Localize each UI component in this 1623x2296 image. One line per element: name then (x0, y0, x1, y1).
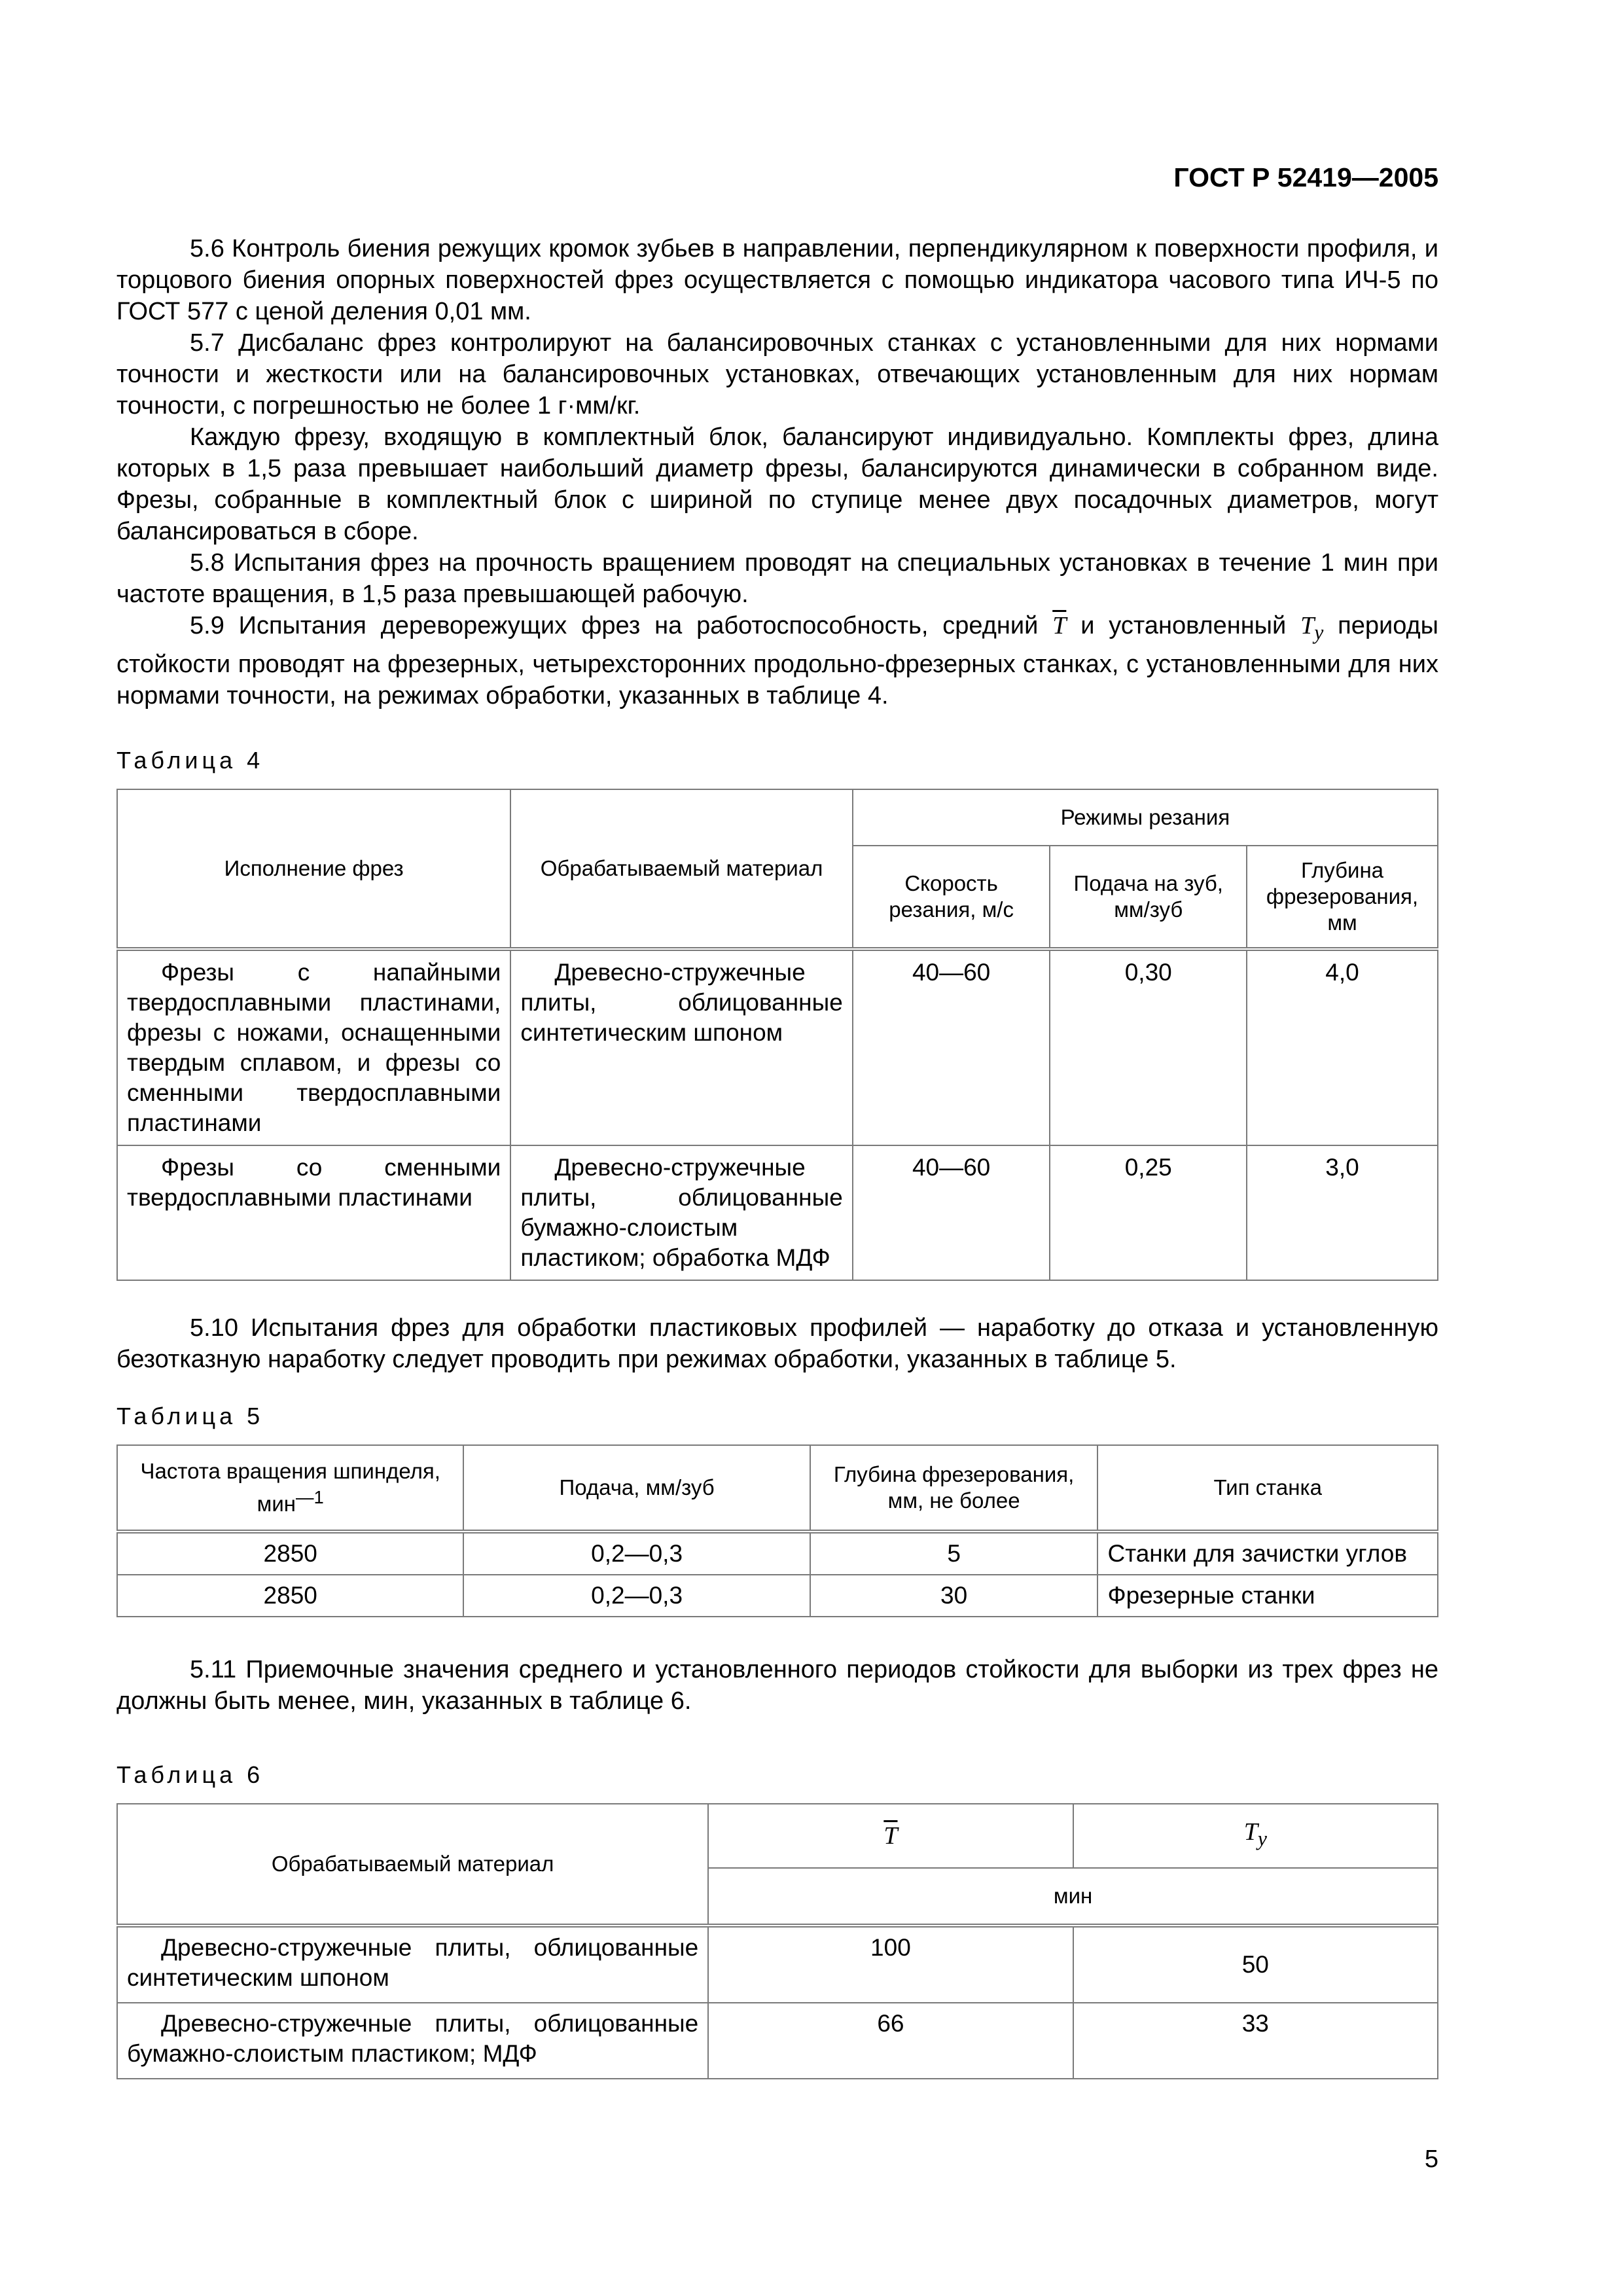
table-4-header-execution: Исполнение фрез (117, 789, 510, 949)
table-6-header-row-1 (117, 1804, 1438, 1868)
table-row (117, 2003, 1438, 2079)
table-row (117, 1145, 1438, 1280)
table-6-cell-material: Древесно-стружечные плиты, облицованные бумажно-слоистым пластиком; МДФ (117, 2003, 708, 2079)
table-4-header-modes: Режимы резания (853, 789, 1438, 846)
table-4-header-speed: Скорость резания, м/с (853, 846, 1050, 949)
table-5-header-feed: Подача, мм/зуб (463, 1445, 810, 1532)
table-5-cell-machine: Фрезерные станки (1097, 1575, 1438, 1617)
page-body (116, 151, 1438, 2079)
table-5-cell-machine: Станки для зачистки углов (1097, 1532, 1438, 1575)
table-4-cell-material: Древесно-стружечные плиты, облицованные бумажно-слоистым пластиком; обработка МДФ (510, 1145, 852, 1280)
table-4-cell-material: Древесно-стружечные плиты, облицованные синтетическим шпоном (510, 949, 852, 1145)
symbol-t-set-sub: y (1314, 620, 1324, 644)
symbol-t-set-sub: y (1257, 1827, 1267, 1850)
table-5-header-rpm-sup: —1 (295, 1486, 324, 1507)
table-4-cell-depth: 4,0 (1247, 949, 1438, 1145)
table-4-cell-speed: 40—60 (853, 1145, 1050, 1280)
symbol-t-set-base: T (1300, 612, 1315, 639)
table-4-header-row-1 (117, 789, 1438, 846)
table-4-header-feed: Подача на зуб, мм/зуб (1050, 846, 1247, 949)
paragraph-5-9-part3: периоды стойкости проводят на фрезерных, четырехсторонних продольно-фрезерных станках, с установленными для них нормами точности, на режимах обработки, указанных в таблице 4. (116, 612, 1438, 709)
table-4-cell-speed: 40—60 (853, 949, 1050, 1145)
table-row (117, 1575, 1438, 1617)
table-5-caption: Таблица 5 (116, 1402, 264, 1429)
table-6 (116, 1803, 1438, 2079)
table-6-cell-t-average: 100 (708, 1926, 1073, 2003)
symbol-t-set (1243, 1818, 1267, 1850)
table-row (117, 949, 1438, 1145)
table-4-caption: Таблица 4 (116, 746, 264, 774)
paragraph-5-7-balance: Каждую фрезу, входящую в комплектный блок, балансируют индивидуально. Комплекты фрез, длина которых в 1,5 раза превышает наибольший диаметр фрезы, балансируются динамически в собранном виде. Фрезы, собранные в комплектный блок с шириной по ступице менее двух посадочных диаметров, могут балансироваться в сборе. (116, 423, 1438, 545)
table-6-cell-t-set: 33 (1073, 2003, 1438, 2079)
table-6-header-unit: мин (708, 1868, 1438, 1926)
symbol-t-set-base: T (1243, 1818, 1258, 1846)
table-4-cell-depth: 3,0 (1247, 1145, 1438, 1280)
table-6-header-material: Обрабатываемый материал (117, 1804, 708, 1926)
table-6-header-t-set (1073, 1804, 1438, 1868)
paragraph-5-10: 5.10 Испытания фрез для обработки пластиковых профилей — наработку до отказа и установленную безотказную наработку следует проводить при режимах обработки, указанных в таблице 5. (116, 1314, 1438, 1373)
table-5-header-rpm-text: Частота вращения шпинделя, мин (140, 1458, 440, 1516)
table-4-cell-feed: 0,25 (1050, 1145, 1247, 1280)
table-row (117, 1926, 1438, 2003)
table-5-cell-feed: 0,2—0,3 (463, 1575, 810, 1617)
table-5-cell-depth: 5 (810, 1532, 1098, 1575)
table-4-header-material: Обрабатываемый материал (510, 789, 852, 949)
symbol-t-average: $\overline{T}$ (883, 1821, 898, 1850)
table-6-header-t-average (708, 1804, 1073, 1868)
table-4-cell-execution: Фрезы со сменными твердосплавными пластинами (117, 1145, 510, 1280)
table-5-cell-feed: 0,2—0,3 (463, 1532, 810, 1575)
table-row (117, 1532, 1438, 1575)
symbol-t-set (1300, 612, 1324, 644)
paragraph-5-8: 5.8 Испытания фрез на прочность вращением проводят на специальных установках в течение 1 мин при частоте вращения, в 1,5 раза превышающей рабочую. (116, 549, 1438, 608)
table-6-caption: Таблица 6 (116, 1761, 264, 1788)
table-5-cell-rpm: 2850 (117, 1575, 463, 1617)
table-6-cell-material: Древесно-стружечные плиты, облицованные синтетическим шпоном (117, 1926, 708, 2003)
table-4 (116, 789, 1438, 1281)
table-6-cell-t-average: 66 (708, 2003, 1073, 2079)
page-number: 5 (1424, 2145, 1438, 2173)
paragraph-5-9 (116, 610, 1438, 711)
table-5-header-machine: Тип станка (1097, 1445, 1438, 1532)
paragraph-5-6: 5.6 Контроль биения режущих кромок зубьев в направлении, перпендикулярном к поверхности профиля, и торцового биения опорных поверхностей фрез осуществляется с помощью индикатора часового типа ИЧ-5 по ГОСТ 577 с ценой деления 0,01 мм. (116, 235, 1438, 325)
table-5-header-rpm (117, 1445, 463, 1532)
table-4-cell-execution: Фрезы с напайными твердосплавными пластинами, фрезы с ножами, оснащенными твердым сплавом, и фрезы со сменными твердосплавными пластинами (117, 949, 510, 1145)
table-5-header-row (117, 1445, 1438, 1532)
paragraph-5-9-part2: и установленный (1066, 612, 1301, 639)
table-4-header-depth: Глубина фрезерования, мм (1247, 846, 1438, 949)
table-6-cell-t-set: 50 (1073, 1926, 1438, 2003)
table-4-cell-feed: 0,30 (1050, 949, 1247, 1145)
table-5-cell-rpm: 2850 (117, 1532, 463, 1575)
paragraph-5-7: 5.7 Дисбаланс фрез контролируют на балансировочных станках с установленными для них нормами точности и жесткости или на балансировочных установках, отвечающих установленным для них нормам точности, с погрешностью не более 1 г·мм/кг. (116, 329, 1438, 420)
symbol-t-average: $\overline{T}$ (1052, 612, 1067, 639)
table-5-cell-depth: 30 (810, 1575, 1098, 1617)
table-5 (116, 1444, 1438, 1617)
paragraph-5-11: 5.11 Приемочные значения среднего и установленного периодов стойкости для выборки из трех фрез не должны быть менее, мин, указанных в таблице 6. (116, 1655, 1438, 1715)
paragraph-5-9-part1: 5.9 Испытания дереворежущих фрез на работоспособность, средний (190, 612, 1053, 639)
document-code: ГОСТ Р 52419—2005 (1173, 162, 1438, 192)
table-5-header-depth: Глубина фрезерования, мм, не более (810, 1445, 1098, 1532)
